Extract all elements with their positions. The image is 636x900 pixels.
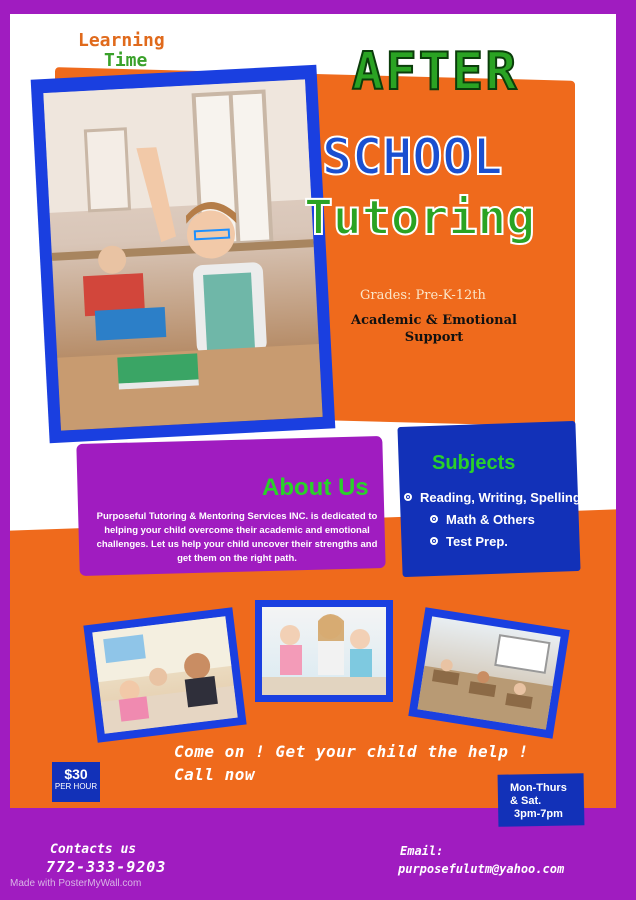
phone-number[interactable]: 772-333-9203 [46, 858, 167, 876]
bullet-icon [430, 515, 438, 523]
hours-days: Mon-Thurs [510, 782, 567, 794]
price-amount: $30 [64, 766, 88, 782]
student-raising-hand-illustration [43, 79, 322, 430]
subjects-title: Subjects [432, 452, 516, 474]
subject-item [430, 534, 508, 549]
bullet-icon [404, 493, 412, 501]
about-us-title: About Us [262, 474, 369, 501]
headline-school: SCHOOL [322, 128, 503, 186]
subject-item [430, 512, 535, 527]
email-label: Email: [400, 844, 444, 858]
subject-label: Reading, Writing, Spelling [420, 490, 581, 505]
cta-line-2: Call now [174, 765, 256, 784]
about-us-text: Purposeful Tutoring & Mentoring Services INC. is dedicated to helping your child overcome their academic and emotional challenges. Let us help your child uncover their strengths and get them on the right path. [96, 511, 378, 564]
hours-text [510, 782, 567, 821]
hours-days-2: & Sat. [510, 795, 542, 807]
subject-label: Test Prep. [446, 534, 508, 549]
call-to-action [174, 740, 529, 786]
classroom-desks-illustration [417, 616, 560, 729]
grades-text: Grades: Pre-K-12th [360, 288, 486, 303]
email-address[interactable]: purposefulutm@yahoo.com [398, 862, 565, 876]
headline-tutoring: Tutoring [304, 190, 536, 246]
thumbnail-classroom-kids [92, 616, 237, 734]
watermark-text: Made with PosterMyWall.com [10, 878, 142, 889]
thumbnail-teacher-kids [262, 607, 386, 695]
cta-line-1: Come on ! Get your child the help ! [174, 742, 529, 761]
logo-line-2: Time [104, 50, 148, 71]
thumbnail-classroom-desks [417, 616, 560, 729]
subject-item [404, 490, 581, 505]
hours-time: 3pm-7pm [514, 808, 563, 820]
headline-after: AFTER [352, 42, 519, 102]
subject-label: Math & Others [446, 512, 535, 527]
contacts-label: Contacts us [50, 842, 137, 857]
price-unit: PER HOUR [54, 782, 98, 791]
support-text: Academic & Emotional Support [351, 313, 517, 345]
teacher-with-kids-illustration [262, 607, 386, 695]
logo-line-1: Learning [78, 30, 165, 51]
bullet-icon [430, 537, 438, 545]
price-badge [52, 762, 100, 802]
main-photo [43, 79, 322, 430]
kids-at-table-illustration [92, 616, 237, 734]
